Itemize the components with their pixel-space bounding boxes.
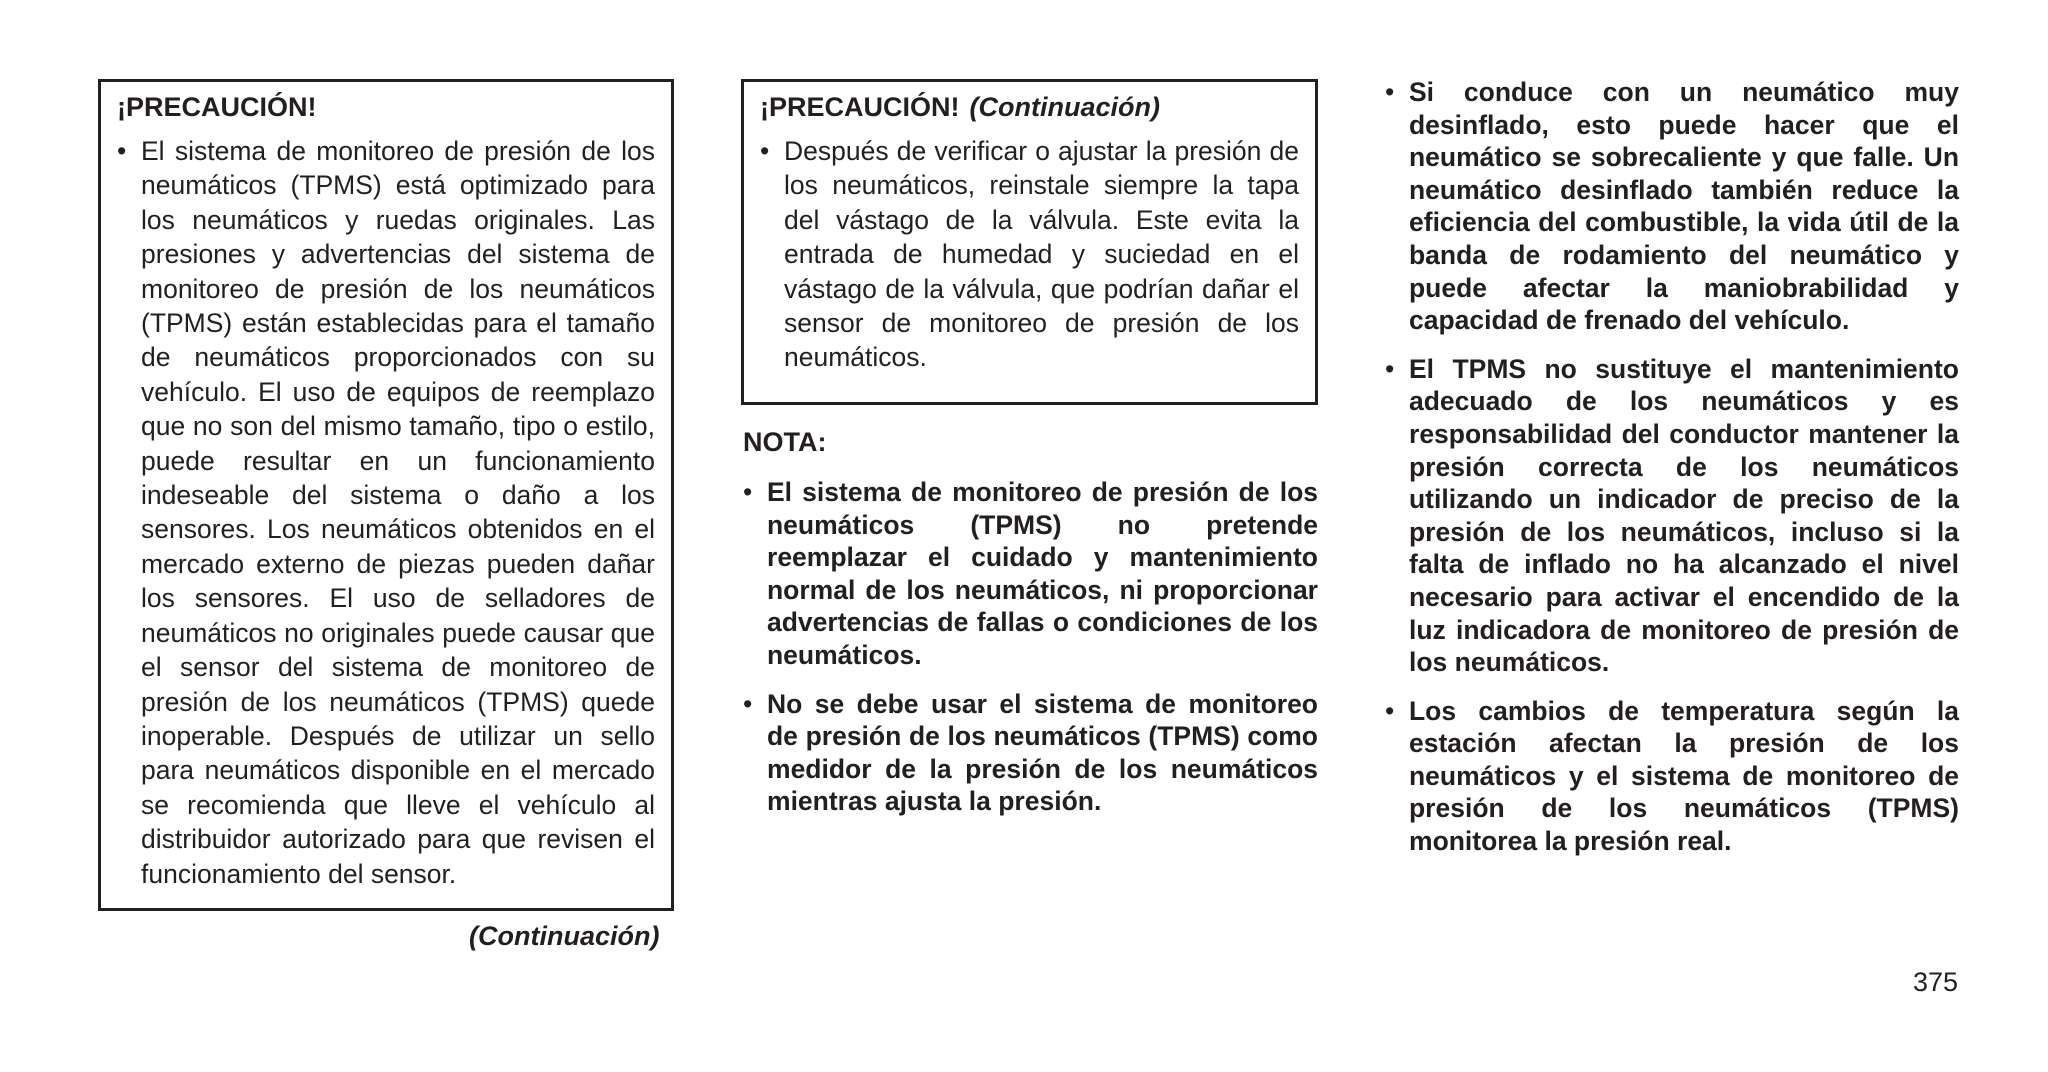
note-item-text: No se debe usar el sistema de monitoreo de presión de los neumáticos (TPMS) como medidor de la presión de los neumáticos mientras ajusta la presión. — [767, 688, 1318, 817]
note-item — [1385, 695, 1959, 858]
note-item — [1385, 76, 1959, 337]
note-item-text: Los cambios de temperatura según la estación afectan la presión de los neumáticos y el sistema de monitoreo de presión de los neumáticos (TPMS) monitorea la presión real. — [1409, 695, 1959, 857]
bullet-icon: • — [743, 688, 753, 719]
bullet-icon: • — [760, 136, 770, 166]
caution-item-text: Después de verificar o ajustar la presión de los neumáticos, reinstale siempre la tapa del vástago de la válvula. Este evita la entrada de humedad y suciedad en el vástago de la válvula, que podrían dañar el sensor de monitoreo de presión de los neumáticos. — [784, 136, 1299, 373]
note-item — [743, 476, 1318, 672]
bullet-icon: • — [1385, 77, 1395, 107]
note-label: NOTA: — [743, 427, 827, 457]
caution-title-continued-text: (Continuación) — [969, 92, 1160, 122]
note-list — [743, 476, 1318, 834]
bullet-icon: • — [743, 477, 753, 507]
caution-title: ¡PRECAUCIÓN! — [117, 92, 317, 122]
caution-item — [760, 134, 1299, 375]
caution-title-continued — [760, 90, 1299, 124]
caution-list — [117, 134, 655, 891]
bullet-icon: • — [117, 136, 127, 166]
caution-list — [760, 134, 1299, 375]
bullet-icon: • — [1385, 695, 1395, 726]
bullet-icon: • — [1385, 353, 1395, 384]
note-item — [1385, 353, 1959, 679]
caution-box-middle — [741, 79, 1318, 405]
page-number: 375 — [1913, 967, 1959, 997]
note-item-text: El sistema de monitoreo de presión de los neumáticos (TPMS) no pretende reemplazar el cuidado y mantenimiento normal de los neumáticos, ni proporcionar advertencias de fallas o condiciones de los neumáticos. — [767, 477, 1318, 670]
caution-title-text: ¡PRECAUCIÓN! — [760, 92, 960, 122]
note-item — [743, 688, 1318, 818]
continued-label: (Continuación) — [469, 921, 660, 951]
caution-item-text: El sistema de monitoreo de presión de los neumáticos (TPMS) está optimizado para los neumáticos y ruedas originales. Las presiones y advertencias del sistema de monitoreo de presión de los neumáticos (TPMS) están establecidas para el tamaño de neumáticos proporcionados con su vehículo. El uso de equipos de reemplazo que no son del mismo tamaño, tipo o estilo, puede resultar en un funcionamiento indeseable del sistema o daño a los sensores. Los neumáticos obtenidos en el mercado externo de piezas pueden dañar los sensores. El uso de selladores de neumáticos no originales puede causar que el sensor del sistema de monitoreo de presión de los neumáticos (TPMS) quede inoperable. Después de utilizar un sello para neumáticos disponible en el mercado se recomienda que lleve el vehículo al distribuidor autorizado para que revisen el funcionamiento del sensor. — [141, 136, 655, 889]
right-column-list — [1385, 76, 1959, 874]
note-item-text: El TPMS no sustituye el mantenimiento adecuado de los neumáticos y es responsabilidad del conductor mantener la presión correcta de los neumáticos utilizando un indicador de preciso de la presión de los neumáticos, incluso si la falta de inflado no ha alcanzado el nivel necesario para activar el encendido de la luz indicadora de monitoreo de presión de los neumáticos. — [1409, 353, 1959, 678]
caution-box-left — [98, 79, 674, 911]
note-item-text: Si conduce con un neumático muy desinflado, esto puede hacer que el neumático se sobrecaliente y que falle. Un neumático desinflado también reduce la eficiencia del combustible, la vida útil de la banda de rodamiento del neumático y puede afectar la maniobrabilidad y capacidad de frenado del vehículo. — [1409, 77, 1959, 336]
caution-item — [117, 134, 655, 891]
